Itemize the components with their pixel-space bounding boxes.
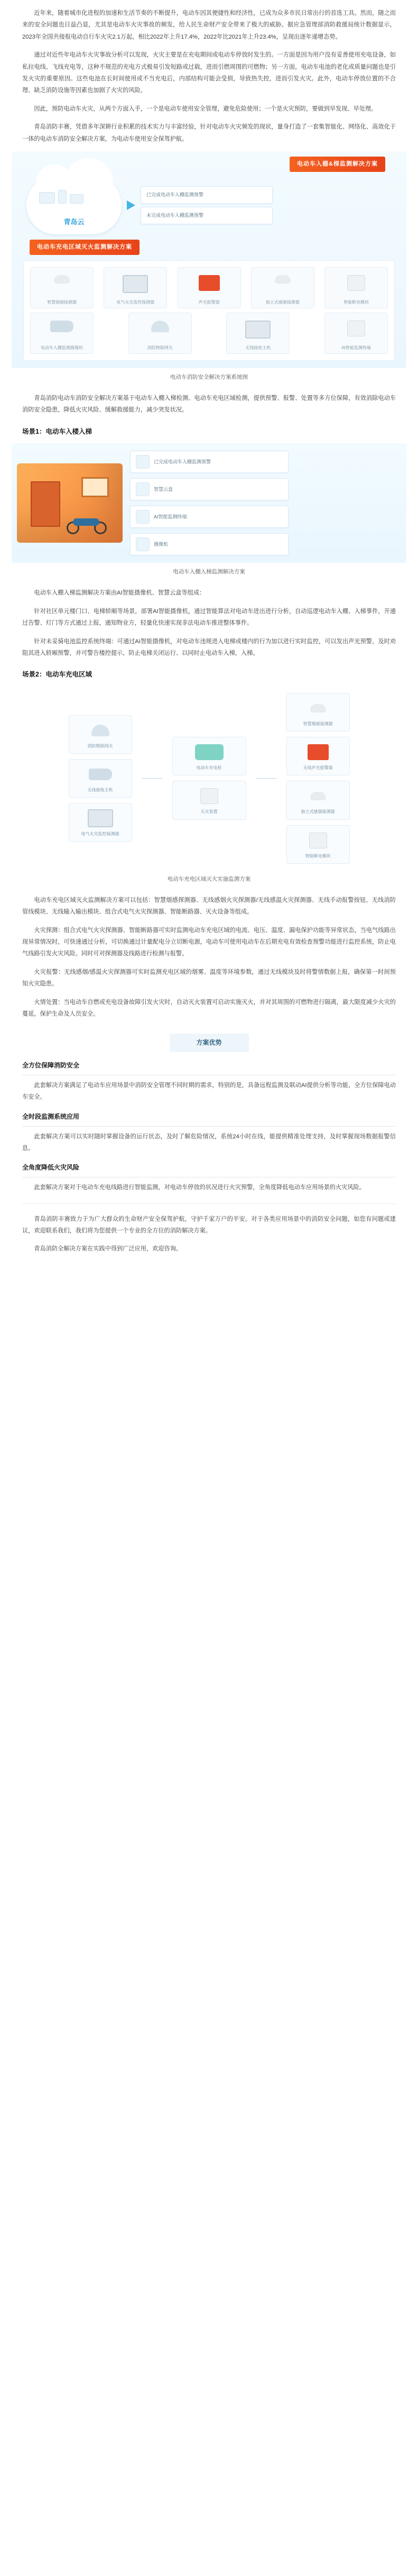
device-label: 电动车入棚监测摄像机 xyxy=(41,345,83,350)
flow-connector xyxy=(142,778,163,779)
cloud-row xyxy=(16,172,402,236)
scene1-card-label: AI智能监测终端 xyxy=(154,514,187,519)
camera-icon xyxy=(136,537,150,551)
scene1-card-label: 已完成电动车入棚监测预警 xyxy=(154,459,211,464)
device-label: 无线接收主机 xyxy=(245,345,271,350)
camera-icon xyxy=(50,321,73,332)
cloud-platform xyxy=(26,176,122,234)
device-card xyxy=(178,267,241,308)
flow-card xyxy=(286,825,350,864)
flow-card-label: 电气火灾监控探测器 xyxy=(81,832,119,837)
flow-card-ebike xyxy=(172,737,246,775)
scene2-paragraph-1: 电动车充电区域灭火监测解决方案可以包括：智慧烟感探测器、无线感烟火灾探测器/无线感温火灾探测器、无线手动报警按钮、无线消防管线模块、无线输入输出模块、组合式电气火灾探测器、智能断路器、灭火设备等组成。 xyxy=(22,897,396,916)
advantage-text-3: 此套解决方案对于电动车充电线路进行智能监测，对电动车停放的状况进行火灾预警，全角度降低电动车应用场景的火灾风险。 xyxy=(34,1184,365,1191)
paragraph-intro-3: 因此，预防电动车火灾，从两个方面入手，一个是电动车使用安全管理，避免危险使用；一个是火灾预防，要做到早发现、早处理。 xyxy=(34,105,377,112)
divider xyxy=(22,1203,396,1204)
section-title-scene1: 场景1：电动车入楼入梯 xyxy=(22,427,92,435)
flow-column-right xyxy=(286,693,350,864)
flow-card-label: 消防物联网关 xyxy=(87,743,113,748)
device-label: 声光报警器 xyxy=(198,299,220,305)
scene2-paragraph-3: 火灾报警：无线感烟/感温火灾探测器可实时监测充电区域的烟雾、温度等环境参数，通过无线模块及时将警情数据上报，确保第一时间预知火灾隐患。 xyxy=(22,969,396,988)
picture-frame-icon xyxy=(81,477,109,497)
scene1-card-label: 摄像机 xyxy=(154,541,169,547)
closing-paragraph-2: 青岛消防全解决方案在实践中得到广泛应用，欢迎咨询。 xyxy=(34,1246,182,1253)
scene1-paragraph-1: 电动车入棚入梯监测解决方案由AI智能摄像机、智慧云盒等组成： xyxy=(34,590,206,597)
gateway-icon xyxy=(151,321,169,332)
smoke-detector-icon xyxy=(310,704,326,712)
switch-icon xyxy=(309,833,327,848)
ebike-icon xyxy=(66,512,108,534)
advantage-heading-1: 全方位保障消防安全 xyxy=(22,1062,80,1070)
device-label: AI智能监测终端 xyxy=(341,345,371,350)
banner-entry-monitor: 电动车入棚&梯监测解决方案 xyxy=(290,157,385,172)
scene1-card-alert xyxy=(130,451,289,473)
switch-icon xyxy=(347,275,365,291)
alert-icon xyxy=(136,455,150,469)
system-diagram xyxy=(0,151,418,368)
device-label: 电气火灾监控探测器 xyxy=(116,299,155,305)
smoke-detector-icon xyxy=(54,275,70,284)
electric-monitor-icon xyxy=(88,809,113,827)
flow-connector xyxy=(256,778,277,779)
scene1-cards xyxy=(130,451,289,555)
scene1-paragraph-3: 针对未妥骑电池监控系统终端：可通过AI智能摄像机，对电动车违规进入电梯或楼内的行为加以进行实时监控，可以发出声光预警，及时劝阻其进入轿厢预警，并可警告楼控提示，防止电梯关闭运行、以同时止电动车入梯，入梯。 xyxy=(22,638,396,656)
scene2-flow-diagram xyxy=(12,687,406,870)
smoke-detector-icon xyxy=(275,275,291,284)
banner-charging-area: 电动车充电区域灭火监测解决方案 xyxy=(30,240,140,255)
cloud-label: 青岛云 xyxy=(63,218,85,226)
device-card xyxy=(324,267,388,308)
flow-card-label: 智能断电模块 xyxy=(305,853,331,858)
scene2-paragraph-4: 火情处置：当电动车自燃或充电设备故障引发火灾时，自动灭火装置可启动实施灭火，并对其周围的可燃物进行隔离，最大限度减少火灾的蔓延，保护生命及人员安全。 xyxy=(22,999,396,1017)
alarm-icon xyxy=(308,744,329,760)
scene1-card-cloudbox xyxy=(130,478,289,500)
advantage-text-2: 此套解决方案可以实时随时掌握设备的运行状态，及时了解危险情况，系统24小时在线，能提供精准处理支持，及时掌握现场数据报警信息。 xyxy=(22,1133,396,1152)
cloud-device-cluster xyxy=(39,190,83,204)
advantages-title: 方案优势 xyxy=(170,1034,249,1052)
gateway-icon xyxy=(91,725,109,736)
door-icon xyxy=(31,481,60,527)
flow-card-label: 灭火装置 xyxy=(200,809,218,815)
divider xyxy=(22,1126,396,1127)
scene2-paragraph-2: 火灾探测：组合式电气火灾探测器、智能断路器可实时监测电动车充电区域的电流、电压、温度、漏电保护功能等异常状态，当电气线路出现异常情况时，可快速通过分析，可切换通过计量配电分立切断电源，电动车可使用电动车在后期充电有效检查预警功能进行监控系统，防止电气线路引发火灾风险。同时可对探测器及线路进行检测与报警。 xyxy=(22,927,396,957)
phone-icon xyxy=(58,190,67,204)
scene2-caption: 电动车充电区域灭火实施监测方案 xyxy=(167,875,251,882)
smoke-detector-icon xyxy=(310,792,326,800)
ai-box-icon xyxy=(347,321,365,336)
section-title-scene2: 场景2：电动车充电区域 xyxy=(22,671,92,679)
top-spacer xyxy=(0,0,418,7)
scene1-card-ai xyxy=(130,506,289,528)
flow-card xyxy=(69,803,132,842)
electric-monitor-icon xyxy=(123,275,148,293)
hero-right-cards xyxy=(141,186,273,224)
cloud-box-icon xyxy=(136,482,150,496)
flow-card-label: 电动车充电桩 xyxy=(196,765,222,771)
scene1-card-camera xyxy=(130,533,289,555)
flow-card-label: 独立式感烟探测器 xyxy=(301,809,335,815)
device-label: 消防物联网关 xyxy=(147,345,173,350)
closing-paragraph-1: 青岛消防丰赛致力于为广大群众的生命财产安全保驾护航，守护千家万户的平安。对于各类应用场景中的消防安全问题，如您有问题或建议，欢迎联系我们，我们将为您提供一个专业的全方位的消防解决方案。 xyxy=(22,1216,396,1235)
flow-column-center xyxy=(172,737,246,819)
receiver-icon xyxy=(245,321,271,339)
camera-icon xyxy=(89,769,112,780)
flow-card xyxy=(69,715,132,754)
flow-column-left xyxy=(69,715,132,842)
flow-card-label: 智慧烟感探测器 xyxy=(303,721,333,727)
advantage-heading-3: 全角度降低火灾风险 xyxy=(22,1164,80,1172)
hero-card-done: 已完成电动车入棚监测预警 xyxy=(141,186,273,204)
scene1-card-label: 智慧云盒 xyxy=(154,486,173,492)
arrow-right-icon xyxy=(127,200,135,210)
device-grid xyxy=(23,260,395,361)
alarm-icon xyxy=(199,275,220,291)
scene1-illustration xyxy=(12,443,406,563)
paragraph-intro-4: 青岛消防丰赛，凭借多年深耕行业积累的技术实力与丰富经验，针对电动车火灾频发的现状，量身打造了一套集智能化、网络化、高效化于一体的电动车消防安全解决方案，为电动车使用安全保驾护航。 xyxy=(22,124,396,142)
advantage-text-1: 此套解决方案满足了电动车应用场景中消防安全管理不同时期的需求，特别的是，具备远程监测及联动AI提供分析等功能，全方位保障电动车安全。 xyxy=(22,1082,396,1101)
paragraph-solution-intro: 青岛消防电动车消防安全解决方案基于电动车入棚入梯检测、电动车充电区域检测，提供预警、报警、处置等多方位保障，有效消除电动车消防安全隐患，降低火灾风险、缓解救援能力，减少突发状况。 xyxy=(22,395,396,414)
scene1-caption: 电动车入棚入梯监测解决方案 xyxy=(173,569,245,576)
hero-card-undone: 未完成电动车入棚监测预警 xyxy=(141,207,273,224)
ebike-icon xyxy=(195,744,224,760)
scene1-paragraph-2: 针对社区单元楼门口、电梯轿厢等场景，部署AI智能摄像机，通过智能算法对电动车进出进行分析，自动巡逻电动车入棚、入梯事件，开通过告警、灯门等方式通过上报，通知物业方，轻量化快速实现非法电动车推进整体事件。 xyxy=(22,608,396,627)
device-card xyxy=(226,313,290,354)
laptop-icon xyxy=(70,194,83,204)
advantage-heading-2: 全时段监测系统应用 xyxy=(22,1112,80,1120)
extinguisher-icon xyxy=(200,788,218,804)
device-card xyxy=(251,267,314,308)
flow-card xyxy=(286,693,350,732)
paragraph-intro-2: 通过对近些年电动车火灾事故分析可以发现，火灾主要是在充电期间或电动车停放时发生的。一方面是因为用户没有妥善使用充电设备，如私拉电线、飞线充电等，这种不规范的充电方式极易引发短路或过载，进而引燃周围的可燃物；另一方面，电动车电池的老化或质量问题也是引发火灾的重要原因。这些电池在长时间使用或不当充电后，内部结构可能会受损，导致热失控，进而引发火灾。此外，电动车停放位置的不合理、缺乏消防设施等因素也加剧了火灾的风险。 xyxy=(22,52,396,94)
flow-card xyxy=(286,737,350,775)
flow-card-extinguisher xyxy=(172,781,246,819)
hero-caption: 电动车消防安全解决方案系统图 xyxy=(170,373,248,380)
flow-card-label: 无线接收主机 xyxy=(87,787,113,792)
bike-body xyxy=(73,518,99,526)
device-card xyxy=(30,267,94,308)
device-label: 智能断电模块 xyxy=(343,299,369,305)
flow-card xyxy=(69,759,132,798)
ai-box-icon xyxy=(136,510,150,524)
room-illustration xyxy=(17,463,123,543)
device-label: 独立式感烟探测器 xyxy=(265,299,300,305)
device-card xyxy=(30,313,94,354)
flow-card xyxy=(286,781,350,819)
flow-card-label: 无线声光报警器 xyxy=(303,765,333,771)
device-card xyxy=(324,313,388,354)
monitor-icon xyxy=(39,192,55,204)
article-page xyxy=(0,0,418,1272)
paragraph-intro-1: 近年来，随着城市化进程的加速和生活节奏的不断提升，电动车因其便捷性和经济性，已成为众多市民日常出行的首选工具。然而，随之而来的安全问题也日益凸显，尤其是电动车火灾事故的频发，给人民生命财产安全带来了极大的威胁。据应急管理部消防救援局统计数据显示，2023年全国共接报电动自行车火灾2.1万起，相比2022年上升17.4%，2022年比2021年上升23.4%，呈现出逐年递增态势。 xyxy=(22,10,396,40)
device-card xyxy=(128,313,192,354)
device-card xyxy=(104,267,167,308)
device-label: 智慧烟感探测器 xyxy=(47,299,77,305)
